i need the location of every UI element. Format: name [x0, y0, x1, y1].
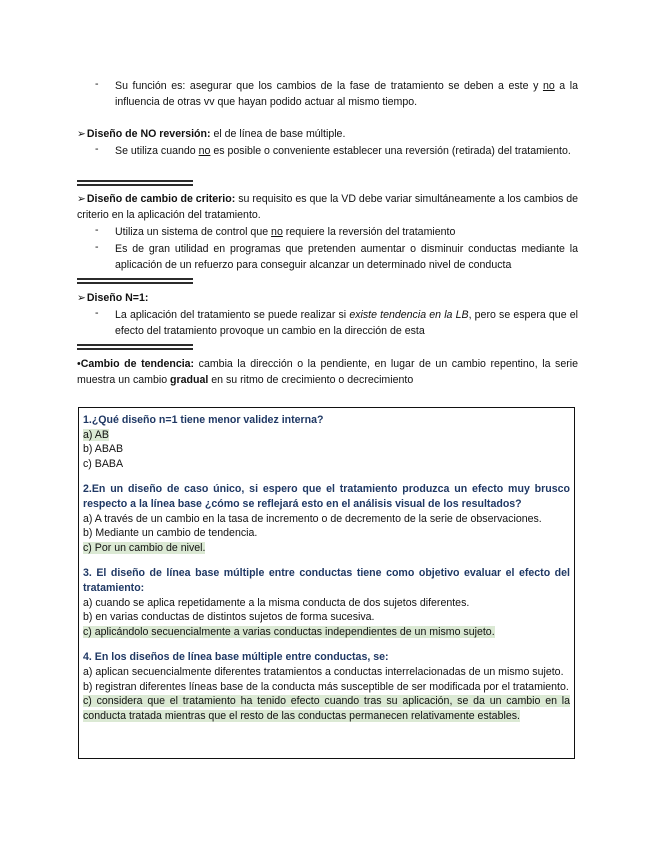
- answer-option: b) registran diferentes líneas base de la conducta más susceptible de ser modificada por el tratamiento.: [83, 680, 569, 693]
- question-1: [83, 413, 570, 471]
- separator: [77, 344, 193, 347]
- dash-bullet: -: [95, 241, 99, 253]
- answer-option: a) cuando se aplica repetidamente a la misma conducta de dos sujetos diferentes.: [83, 596, 470, 609]
- dash-bullet: -: [95, 307, 99, 319]
- answer-option: c) aplicándolo secuencialmente a varias conductas independientes de un mismo sujeto.: [83, 625, 495, 638]
- question-3: [83, 566, 570, 639]
- question-text: 4. En los diseños de línea base múltiple entre conductas, se:: [83, 651, 389, 664]
- arrow-bullet-icon: ➢: [77, 193, 86, 205]
- no-reversion-heading: ➢Diseño de NO reversión: el de línea de base múltiple.: [77, 128, 346, 140]
- answer-option: a) aplican secuencialmente diferentes tratamientos a conductas interrelacionadas de un mismo sujeto.: [83, 665, 564, 678]
- n1-heading: ➢Diseño N=1:: [77, 292, 149, 304]
- list-item-criterio-1: - Utiliza un sistema de control que no requiere la reversión del tratamiento: [95, 224, 456, 238]
- question-2: [83, 482, 570, 555]
- dash-bullet: -: [95, 224, 99, 236]
- answer-option: a) AB: [83, 428, 109, 441]
- question-4: [83, 650, 570, 723]
- answer-option: c) BABA: [83, 457, 124, 470]
- answer-option: c) Por un cambio de nivel.: [83, 541, 206, 554]
- answer-option: c) considera que el tratamiento ha tenido efecto cuando tras su aplicación, se da un cambio en la conducta tratada mientras que el resto de las conductas permanecen relativamente estables.: [83, 695, 570, 722]
- question-text: 3. El diseño de línea base múltiple entre conductas tiene como objetivo evaluar el efecto del tratamiento:: [83, 567, 570, 594]
- question-text: 2.En un diseño de caso único, si espero que el tratamiento produzca un efecto muy brusco respecto a la línea base ¿cómo se reflejará esto en el análisis visual de los resultados?: [83, 483, 570, 510]
- answer-option: b) en varias conductas de distintos sujetos de forma sucesiva.: [83, 611, 375, 624]
- separator: [77, 180, 193, 183]
- list-item-criterio-2: - Es de gran utilidad en programas que pretenden aumentar o disminuir conductas mediante la aplicación de un refuerzo para conseguir alcanzar un determinado nivel de conducta: [95, 241, 578, 271]
- answer-option: b) Mediante un cambio de tendencia.: [83, 527, 258, 540]
- question-text: 1.¿Qué diseño n=1 tiene menor validez interna?: [83, 414, 324, 426]
- answer-option: a) A través de un cambio en la tasa de incremento o de decremento de la serie de observaciones.: [83, 512, 542, 525]
- list-item-n1: - La aplicación del tratamiento se puede realizar si existe tendencia en la LB, pero se espera que el efecto del tratamiento provoque un cambio en la dirección de esta: [95, 307, 578, 337]
- dash-bullet: -: [95, 143, 99, 155]
- function-text: Su función es: asegurar que los cambios de la fase de tratamiento se deben a este y no a la influencia de otras vv que hayan podido actuar al mismo tiempo.: [115, 80, 578, 108]
- arrow-bullet-icon: ➢: [77, 292, 86, 304]
- list-item-function: [95, 78, 578, 110]
- dash-bullet: -: [95, 78, 99, 90]
- criterio-heading: ➢Diseño de cambio de criterio: su requisito es que la VD debe variar simultáneamente a los cambios de criterio en la aplicación del tratamiento.: [77, 193, 578, 221]
- list-item-no-reversion: - Se utiliza cuando no es posible o conveniente establecer una reversión (retirada) del tratamiento.: [95, 143, 571, 157]
- quiz-box: [78, 407, 575, 759]
- answer-option: b) ABAB: [83, 443, 124, 456]
- arrow-bullet-icon: ➢: [77, 128, 86, 140]
- tendencia-paragraph: •Cambio de tendencia: cambia la dirección o la pendiente, en lugar de un cambio repentino, la serie muestra un cambio gradual en su ritmo de crecimiento o decrecimiento: [77, 358, 579, 386]
- separator: [77, 278, 193, 281]
- bullet-icon: •: [77, 358, 81, 370]
